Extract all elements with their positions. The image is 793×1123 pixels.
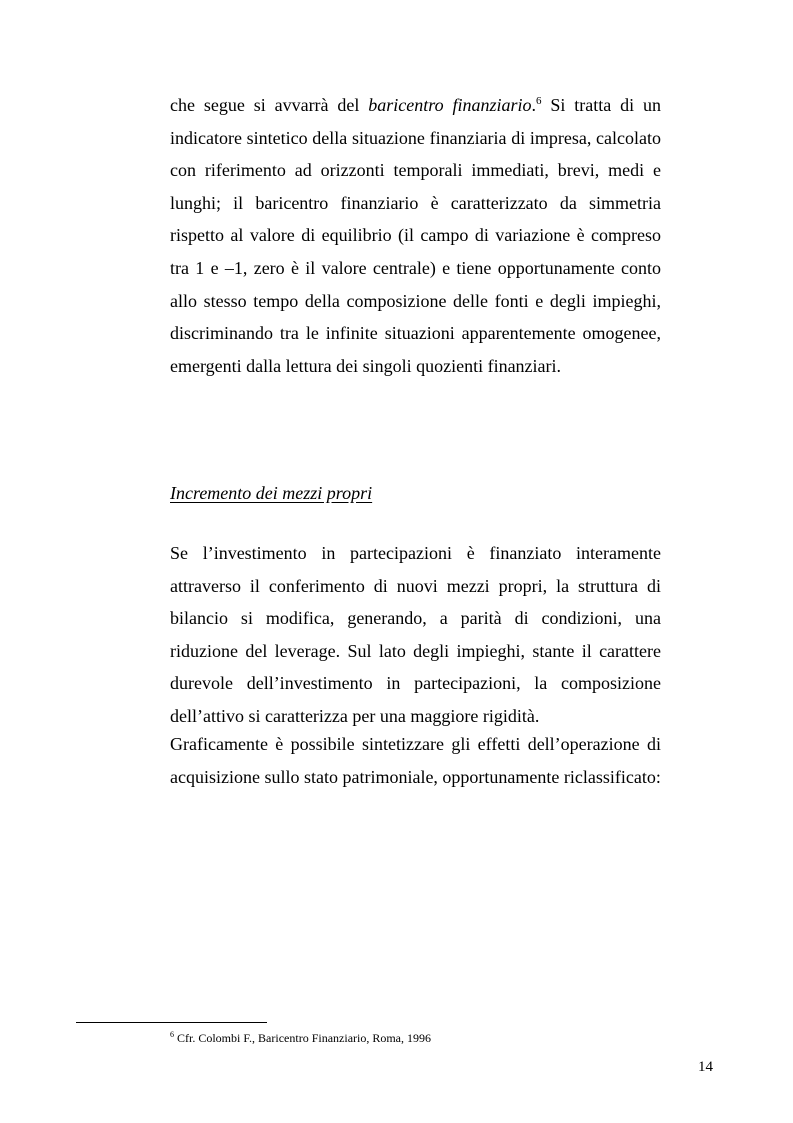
footnote-number: 6 [170,1030,174,1039]
paragraph-graficamente-text: Graficamente è possibile sintetizzare gli effetti dell’operazione di acquisizione sullo stato patrimoniale, opportunamente riclassificato: [170,734,661,787]
paragraph-baricentro-text [170,89,661,382]
paragraph-investimento-text: Se l’investimento in partecipazioni è finanziato interamente attraverso il conferimento di nuovi mezzi propri, la struttura di bilancio si modifica, generando, a parità di condizioni, una riduzione del leverage. Sul lato degli impieghi, stante il carattere durevole dell’investimento in partecipazioni, la composizione dell’attivo si caratterizza per una maggiore rigidità. [170,543,661,726]
paragraph-baricentro [170,89,661,382]
section-heading: Incremento dei mezzi propri [170,483,373,503]
italic-term: baricentro finanziario [368,95,532,115]
footnote-separator [76,1022,267,1023]
paragraph-1-body: Si tratta di un indicatore sintetico della situazione finanziaria di impresa, calcolato con riferimento ad orizzonti temporali immediati, brevi, medi e lunghi; il baricentro finanziario è caratterizzato da simmetria rispetto al valore di equilibrio (il campo di variazione è compreso tra 1 e –1, zero è il valore centrale) e tiene opportunamente conto allo stesso tempo della composizione delle fonti e degli impieghi, discriminando tra le infinite situazioni apparentemente omogenee, emergenti dalla lettura dei singoli quozienti finanziari. [170,95,661,376]
page-number: 14 [698,1059,713,1075]
footnote [170,1030,431,1046]
paragraph-1-lead: che segue si avvarrà del [170,95,369,115]
paragraph-graficamente [170,728,661,793]
footnote-reference[interactable]: 6 [536,95,542,107]
paragraph-1-period: . [531,95,536,115]
paragraph-investimento [170,537,661,733]
footnote-text: Cfr. Colombi F., Baricentro Finanziario, Roma, 1996 [174,1031,432,1045]
